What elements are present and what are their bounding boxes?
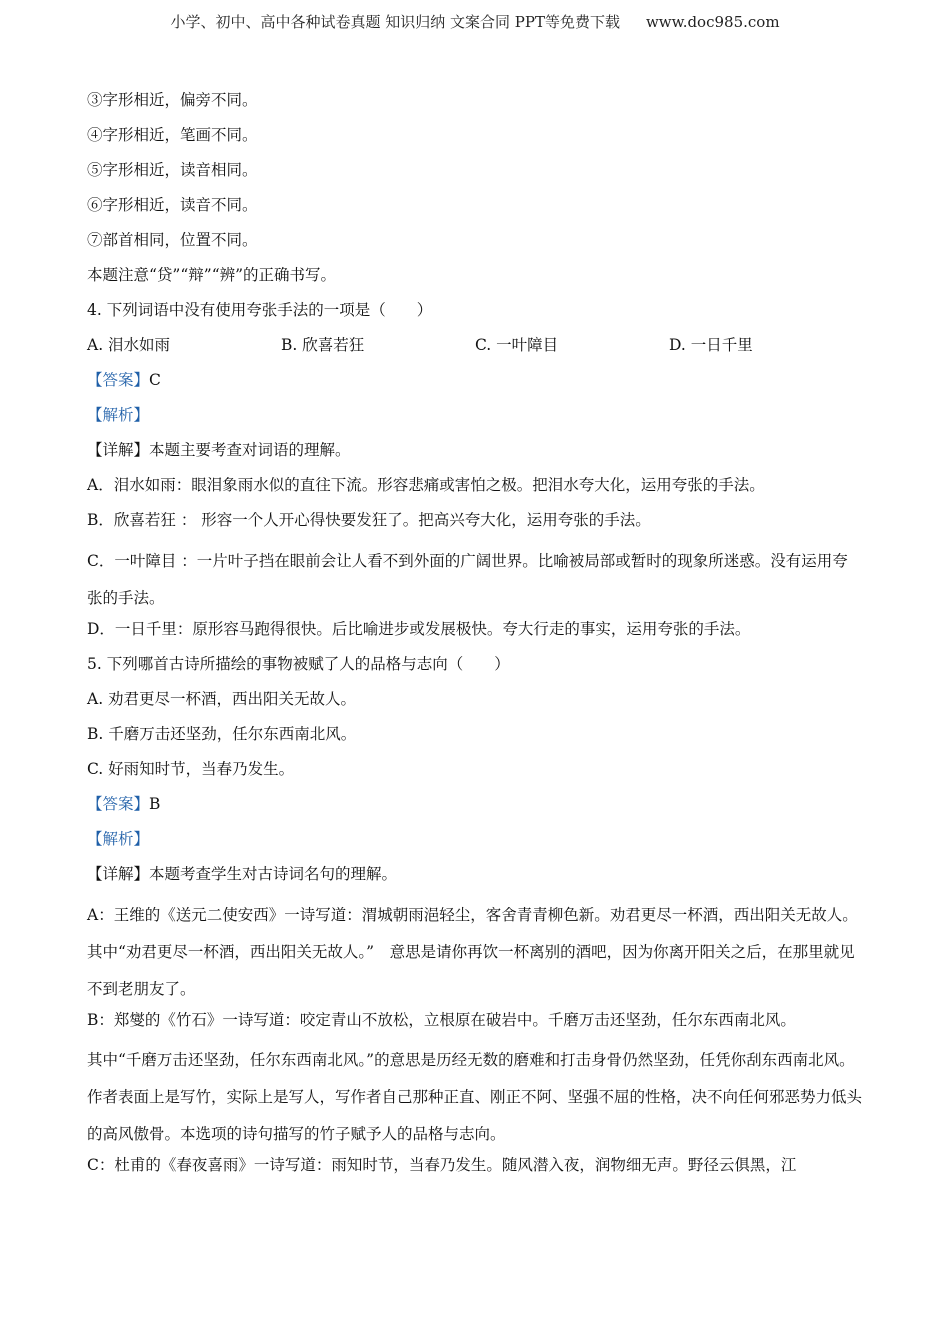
note-line-5: ⑤字形相近，读音相同。 [87, 161, 258, 179]
q5-detail [87, 862, 863, 897]
q4-explain-a: A．泪水如雨：眼泪象雨水似的直往下流。形容悲痛或害怕之极。把泪水夸大化，运用夸张的手法。 [87, 476, 765, 494]
q5-option-c: C. 好雨知时节，当春乃发生。 [87, 760, 295, 778]
q5-option-a: A. 劝君更尽一杯酒，西出阳关无故人。 [87, 690, 357, 708]
q4-explain-b: B．欣喜若狂 ： 形容一个人开心得快要发狂了。把高兴夸大化，运用夸张的手法。 [87, 511, 651, 529]
q4-analysis [87, 403, 863, 438]
q5-para-b2: 其中“千磨万击还坚劲，任尔东西南北风。”的意思是历经无数的磨难和打击身骨仍然坚劲，任凭你刮东西南北风。作者表面上是写竹，实际上是写人，写作者自己那种正直、刚正不阿、坚强不屈的性格，决不向任何邪恶势力低头的高风傲骨。本选项的诗句描写的竹子赋予人的品格与志向。 [87, 1051, 863, 1143]
q5-analysis [87, 827, 863, 862]
page-header [0, 11, 950, 32]
answer-tag: 【答案】 [87, 371, 150, 389]
q4-option-a: A. 泪水如雨 [87, 336, 171, 354]
header-text: 小学、初中、高中各种试卷真题 知识归纳 文案合同 PPT等免费下载 [170, 13, 620, 31]
q5-para-b1: B：郑燮的《竹石》一诗写道：咬定青山不放松，立根原在破岩中。千磨万击还坚劲，任尔东西南北风。 [87, 1011, 796, 1029]
document-body [87, 88, 863, 1188]
answer-tag: 【答案】 [87, 795, 150, 813]
q5-question: 5. 下列哪首古诗所描绘的事物被赋了人的品格与志向（ ） [87, 655, 510, 673]
answer-value: C [149, 371, 161, 389]
answer-value: B [149, 795, 161, 813]
detail-tag: 【详解】 [87, 865, 150, 883]
analysis-tag: 【解析】 [87, 406, 150, 424]
q4-explain-d: D．一日千里：原形容马跑得很快。后比喻进步或发展极快。夸大行走的事实，运用夸张的手法。 [87, 620, 751, 638]
q4-answer [87, 368, 863, 403]
note-summary: 本题注意“贷”“辩”“辨”的正确书写。 [87, 266, 337, 284]
q5-option-b: B. 千磨万击还坚劲，任尔东西南北风。 [87, 725, 357, 743]
detail-text: 本题主要考查对词语的理解。 [149, 441, 351, 459]
note-line-3: ③字形相近，偏旁不同。 [87, 91, 258, 109]
analysis-tag: 【解析】 [87, 830, 150, 848]
header-site[interactable]: www.doc985.com [645, 13, 780, 31]
q5-para-a2: 其中“劝君更尽一杯酒，西出阳关无故人。” 意思是请你再饮一杯离别的酒吧，因为你离开阳关之后，在那里就见不到老朋友了。 [87, 943, 855, 998]
q5-para-c1: C：杜甫的《春夜喜雨》一诗写道：雨知时节，当春乃发生。随风潜入夜，润物细无声。野径云俱黑，江 [87, 1156, 797, 1174]
q4-question: 4. 下列词语中没有使用夸张手法的一项是（ ） [87, 301, 433, 319]
note-line-4: ④字形相近，笔画不同。 [87, 126, 258, 144]
note-line-7: ⑦部首相同，位置不同。 [87, 231, 258, 249]
q4-option-b: B. 欣喜若狂 [281, 336, 365, 354]
q4-option-d: D. 一日千里 [669, 336, 753, 354]
detail-text: 本题考查学生对古诗词名句的理解。 [149, 865, 398, 883]
q4-explain-c: C．一叶障目 ：一片叶子挡在眼前会让人看不到外面的广阔世界。比喻被局部或暂时的现象所迷惑。没有运用夸张的手法。 [87, 552, 848, 607]
q4-options [87, 333, 863, 368]
q4-option-c: C. 一叶障目 [475, 336, 559, 354]
detail-tag: 【详解】 [87, 441, 150, 459]
note-line-6: ⑥字形相近，读音不同。 [87, 196, 258, 214]
q5-answer [87, 792, 863, 827]
q4-detail [87, 438, 863, 473]
q5-para-a1: A：王维的《送元二使安西》一诗写道：渭城朝雨浥轻尘，客舍青青柳色新。劝君更尽一杯酒，西出阳关无故人。 [87, 906, 858, 924]
